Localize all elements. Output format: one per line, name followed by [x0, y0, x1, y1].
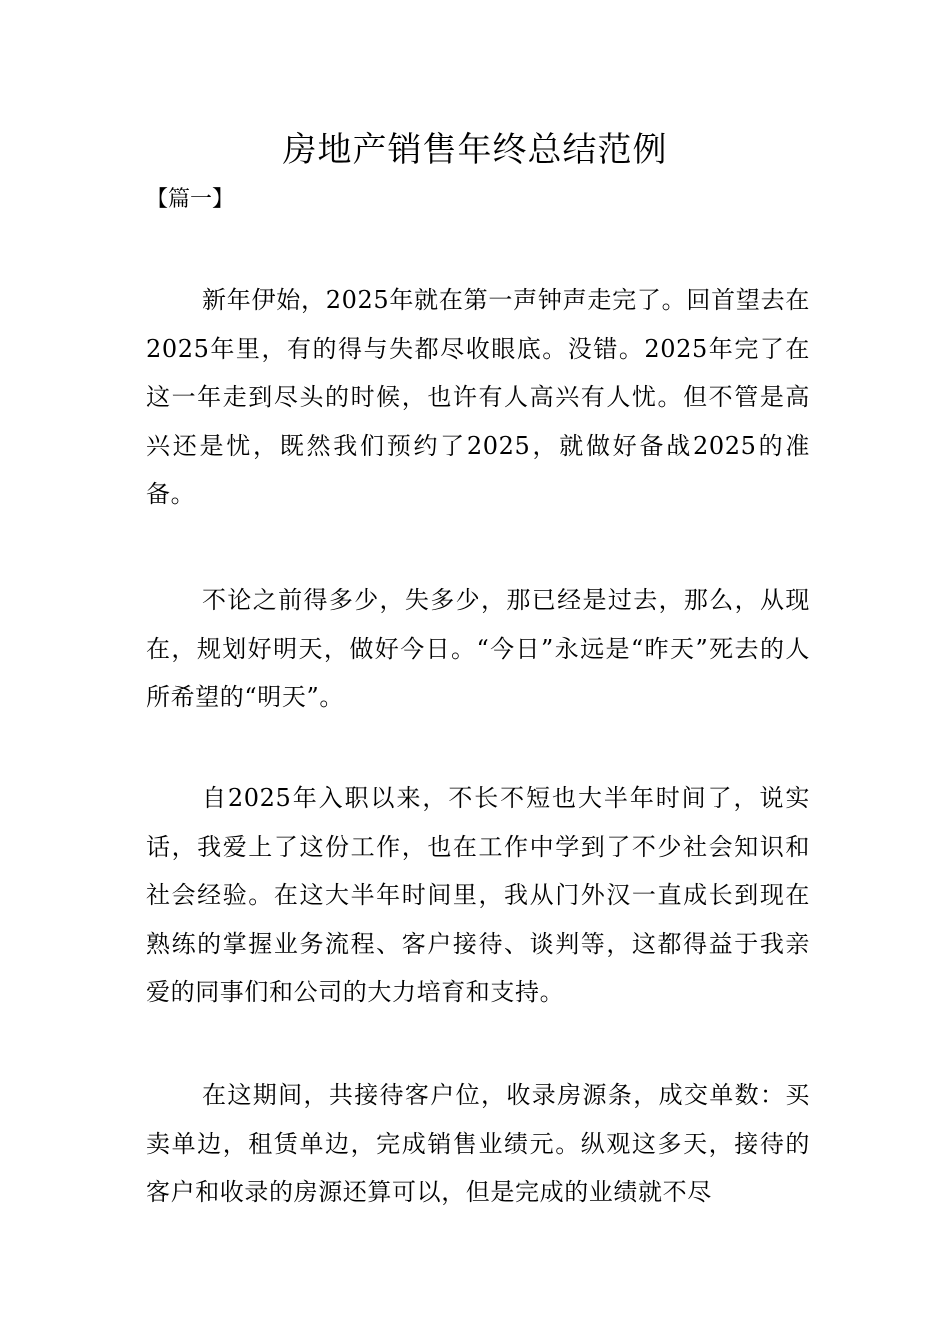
paragraph-2: 不论之前得多少，失多少，那已经是过去，那么，从现在，规划好明天，做好今日。“今日”永远是“昨天”死去的人所希望的“明天”。: [146, 586, 810, 711]
paragraph-4: 在这期间，共接待客户位，收录房源条，成交单数：买卖单边，租赁单边，完成销售业绩元。纵观这多天，接待的客户和收录的房源还算可以，但是完成的业绩就不尽: [146, 1081, 810, 1206]
paragraph-3: 自2025年入职以来，不长不短也大半年时间了，说实话，我爱上了这份工作，也在工作中学到了不少社会知识和社会经验。在这大半年时间里，我从门外汉一直成长到现在熟练的掌握业务流程、客户接待、谈判等，这都得益于我亲爱的同事们和公司的大力培育和支持。: [146, 784, 810, 1006]
section-label: 【篇一】: [146, 187, 235, 212]
paragraph-1: 新年伊始，2025年就在第一声钟声走完了。回首望去在2025年里，有的得与失都尽收眼底。没错。2025年完了在这一年走到尽头的时候，也许有人高兴有人忧。但不管是高兴还是忧，既然我们预约了2025，就做好备战2025的准备。: [146, 286, 810, 508]
document-title: 房地产销售年终总结范例: [282, 130, 668, 170]
